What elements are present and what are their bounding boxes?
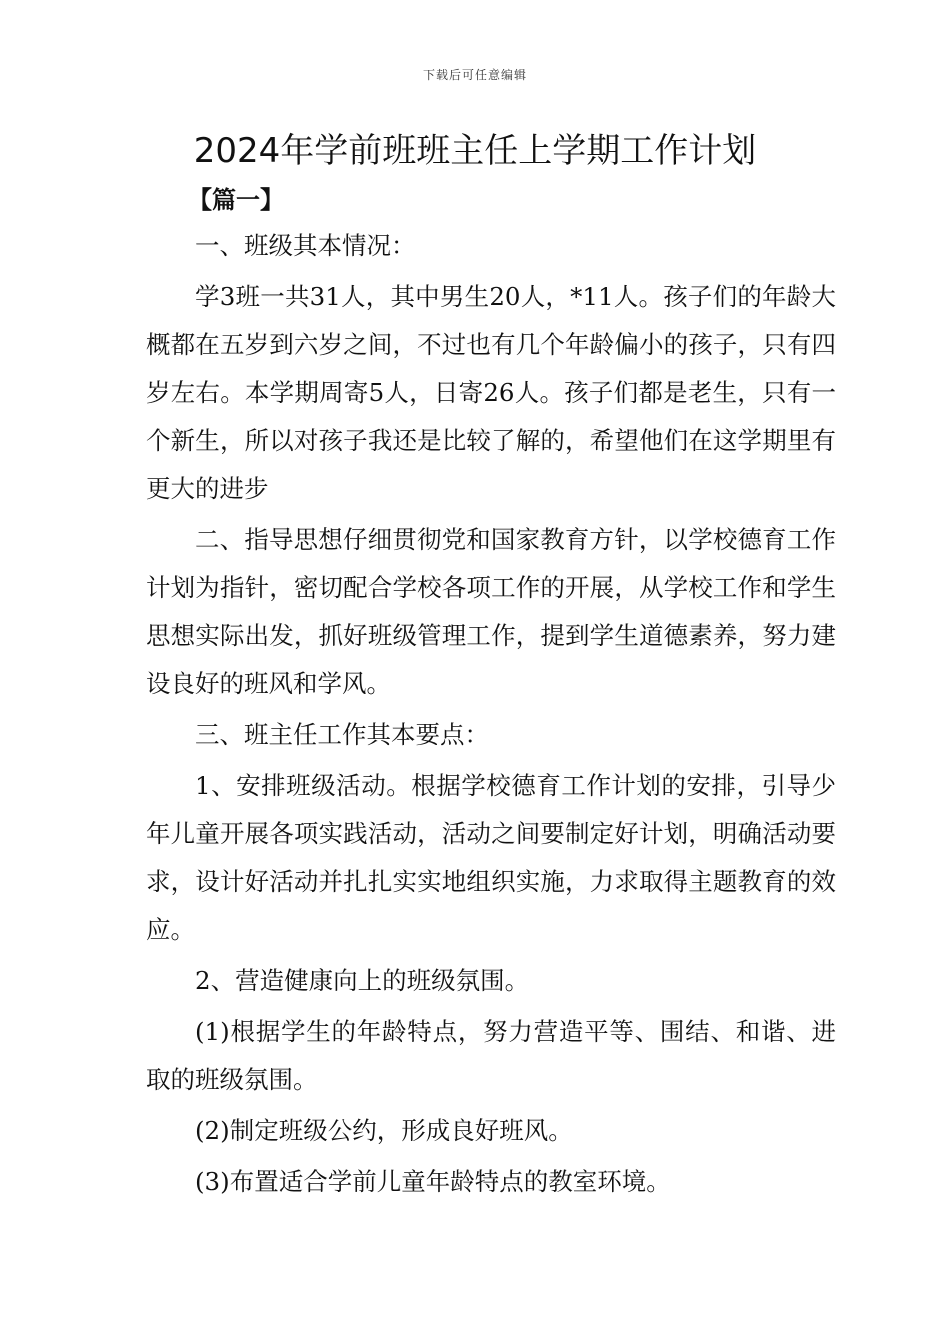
list-item-class-activities: 1、安排班级活动。根据学校德育工作计划的安排，引导少年儿童开展各项实践活动，活动之间要制定好计划，明确活动要求，设计好活动并扎扎实实地组织实施，力求取得主题教育的效应。	[146, 771, 836, 944]
section-heading-basic-info: 一、班级其本情况：	[195, 231, 416, 260]
sub-item-1: (1)根据学生的年龄特点，努力营造平等、围结、和谐、进取的班级氛围。	[146, 1017, 836, 1094]
paragraph-guiding-thought: 二、指导思想仔细贯彻党和国家教育方针，以学校德育工作计划为指针，密切配合学校各项工作的开展，从学校工作和学生思想实际出发，抓好班级管理工作，提到学生道德素养，努力建设良好的班风和学风。	[146, 525, 836, 698]
section-heading-key-points: 三、班主任工作其本要点：	[195, 720, 489, 749]
list-item-class-atmosphere: 2、营造健康向上的班级氛围。	[195, 966, 530, 995]
document-title: 2024年学前班班主任上学期工作计划	[193, 131, 757, 171]
header-note: 下载后可任意编辑	[422, 68, 527, 82]
sub-item-3: (3)布置适合学前儿童年龄特点的教室环境。	[195, 1167, 671, 1196]
sub-item-2: (2)制定班级公约，形成良好班风。	[195, 1116, 573, 1145]
section-tag: 【篇一】	[188, 186, 284, 214]
document-body	[146, 222, 836, 1209]
paragraph-class-info: 学3班一共31人，其中男生20人，*11人。孩子们的年龄大概都在五岁到六岁之间，不过也有几个年龄偏小的孩子，只有四岁左右。本学期周寄5人，日寄26人。孩子们都是老生，只有一个新生，所以对孩子我还是比较了解的，希望他们在这学期里有更大的进步	[146, 282, 836, 503]
